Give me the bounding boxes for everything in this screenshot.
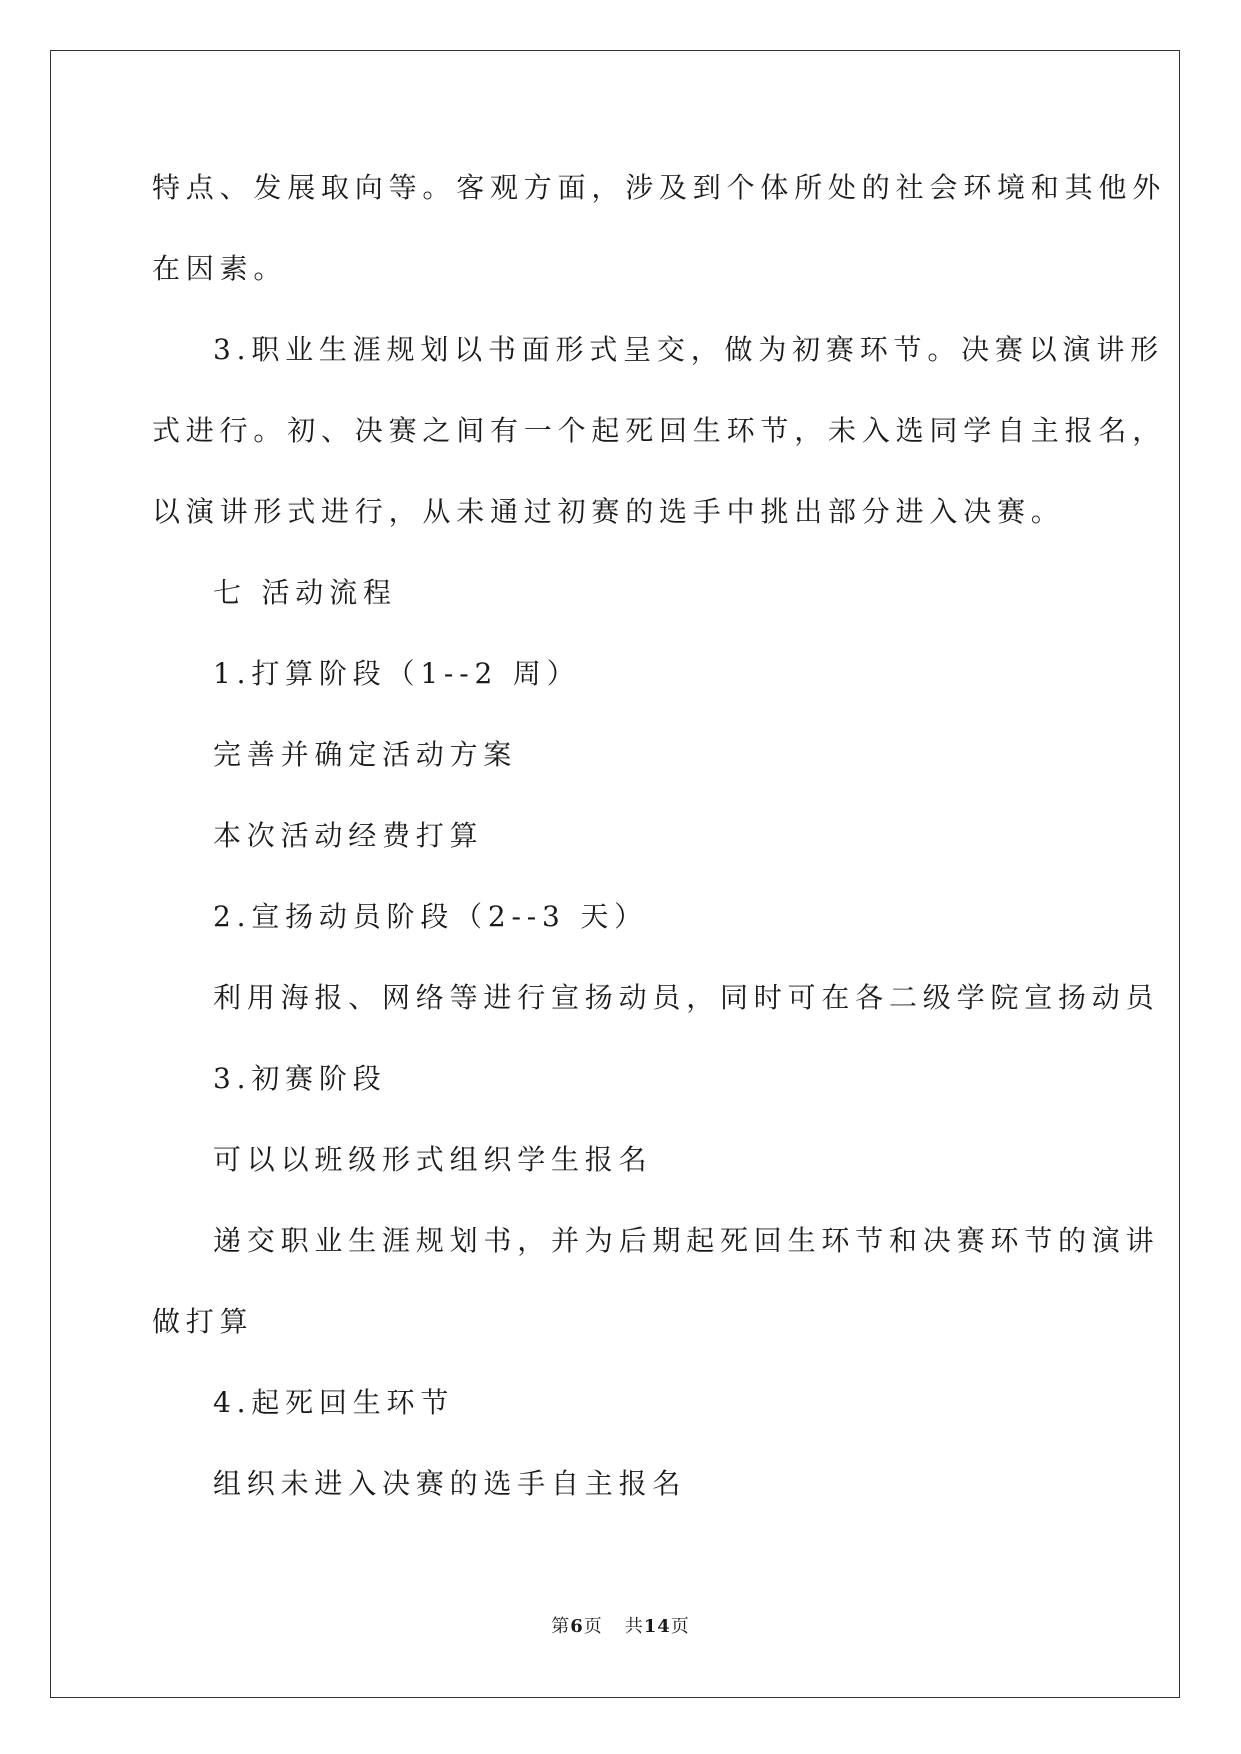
body-line: 利用海报、网络等进行宣扬动员，同时可在各二级学院宣扬动员 [213,981,1160,1014]
total-unit: 页 [670,1616,690,1637]
body-line: 递交职业生涯规划书，并为后期起死回生环节和决赛环节的演讲 [213,1224,1160,1257]
body-line: 2.宣扬动员阶段（2--3 天） [213,900,648,933]
page-number: 6 [570,1616,584,1637]
total-prefix: 共 [624,1616,644,1637]
page-footer [0,1618,1241,1636]
body-line: 可以以班级形式组织学生报名 [213,1143,653,1176]
total-pages: 14 [643,1616,671,1637]
body-line: 做打算 [152,1305,254,1338]
body-line: 在因素。 [152,252,288,285]
body-line: 3.职业生涯规划以书面形式呈交，做为初赛环节。决赛以演讲形 [213,333,1164,366]
body-line: 4.起死回生环节 [213,1386,455,1419]
body-line: 本次活动经费打算 [213,819,484,852]
body-line: 特点、发展取向等。客观方面，涉及到个体所处的社会环境和其他外 [152,171,1167,204]
body-line: 式进行。初、决赛之间有一个起死回生环节，未入选同学自主报名， [152,414,1167,447]
section-heading: 七 活动流程 [213,576,397,609]
body-line: 3.初赛阶段 [213,1062,387,1095]
page-prefix: 第 [551,1616,571,1637]
body-line: 以演讲形式进行，从未通过初赛的选手中挑出部分进入决赛。 [152,495,1065,528]
page-unit: 页 [583,1616,603,1637]
body-line: 完善并确定活动方案 [213,738,518,771]
body-line: 组织未进入决赛的选手自主报名 [213,1467,687,1500]
body-line: 1.打算阶段（1--2 周） [213,657,581,690]
page-border [50,50,1180,1698]
